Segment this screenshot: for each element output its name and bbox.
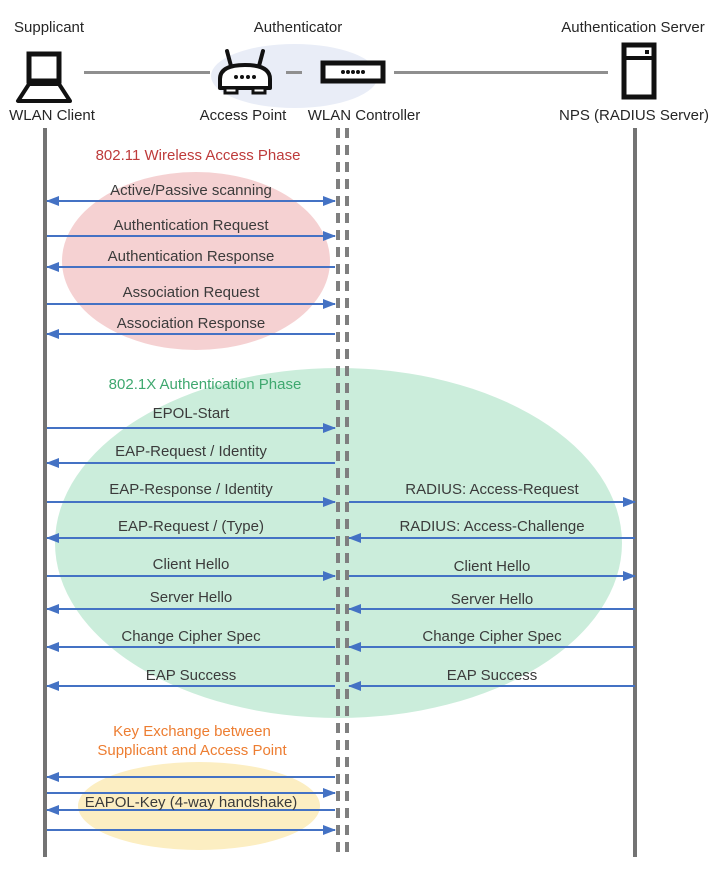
message-label: RADIUS: Access-Request <box>405 481 579 498</box>
message-arrow <box>47 427 335 429</box>
arrowhead-right-icon <box>623 571 636 581</box>
role-supplicant: Supplicant <box>14 19 85 36</box>
message-arrow <box>47 200 335 202</box>
message-label: Change Cipher Spec <box>422 628 562 645</box>
server-icon <box>621 42 657 100</box>
arrowhead-left-icon <box>46 533 59 543</box>
phase-title-line: Key Exchange between <box>113 723 271 740</box>
message-label: EAP Success <box>145 667 237 684</box>
arrowhead-left-icon <box>46 772 59 782</box>
arrowhead-right-icon <box>323 231 336 241</box>
message-label: EPOL-Start <box>152 405 230 422</box>
arrowhead-left-icon <box>46 642 59 652</box>
message-label: EAP-Request / Identity <box>115 443 267 460</box>
message-label: EAPOL-Key (4-way handshake) <box>84 794 298 811</box>
message-label: Change Cipher Spec <box>121 628 261 645</box>
role-authentication-server: Authentication Server <box>561 19 705 36</box>
arrowhead-right-icon <box>323 497 336 507</box>
arrowhead-right-icon <box>323 571 336 581</box>
message-label: Association Request <box>122 284 260 301</box>
message-arrow <box>47 685 335 687</box>
message-label: EAP-Response / Identity <box>109 481 273 498</box>
phase-title-dot1x-authentication <box>109 375 302 394</box>
arrowhead-left-icon <box>46 262 59 272</box>
message-arrow <box>47 303 335 305</box>
device-access-point: Access Point <box>199 107 287 124</box>
message-arrow <box>47 608 335 610</box>
message-label: Client Hello <box>152 556 230 573</box>
arrowhead-left-icon <box>348 533 361 543</box>
connector-client-ap <box>84 71 210 74</box>
arrowhead-right-icon <box>623 497 636 507</box>
message-label: Authentication Request <box>113 217 269 234</box>
message-arrow <box>47 501 335 503</box>
connector-controller-server <box>394 71 608 74</box>
phase-title-wireless-access <box>96 146 301 165</box>
arrowhead-left-icon <box>46 458 59 468</box>
arrowhead-left-icon <box>46 604 59 614</box>
server-lifeline <box>633 128 637 857</box>
arrowhead-left-icon <box>348 604 361 614</box>
message-arrow <box>47 829 335 831</box>
arrowhead-right-icon <box>323 196 336 206</box>
message-arrow <box>349 646 635 648</box>
message-arrow <box>47 462 335 464</box>
arrowhead-right-icon <box>323 825 336 835</box>
device-wlan-client: WLAN Client <box>9 107 95 124</box>
message-label: RADIUS: Access-Challenge <box>399 518 585 535</box>
message-arrow <box>349 501 635 503</box>
message-label: EAP Success <box>446 667 538 684</box>
device-wlan-controller: WLAN Controller <box>307 107 421 124</box>
supplicant-lifeline <box>43 128 47 857</box>
controller-lifeline-dashed-left <box>336 128 340 857</box>
phase-title-line: 802.1X Authentication Phase <box>108 376 302 393</box>
arrowhead-left-icon <box>46 196 59 206</box>
message-label: Server Hello <box>450 591 534 608</box>
phase-title-line: Supplicant and Access Point <box>97 742 287 759</box>
device-nps-radius-server: NPS (RADIUS Server) <box>558 107 710 124</box>
message-label: Server Hello <box>149 589 233 606</box>
message-arrow <box>349 575 635 577</box>
message-arrow <box>47 266 335 268</box>
message-arrow <box>47 235 335 237</box>
arrowhead-right-icon <box>323 788 336 798</box>
message-arrow <box>349 608 635 610</box>
message-arrow <box>349 537 635 539</box>
message-label: Client Hello <box>453 558 531 575</box>
connector-ap-controller <box>286 71 302 74</box>
arrowhead-left-icon <box>348 642 361 652</box>
role-authenticator: Authenticator <box>253 19 343 36</box>
arrowhead-right-icon <box>323 299 336 309</box>
wlan-controller-icon <box>320 60 386 84</box>
phase-title-line: 802.11 Wireless Access Phase <box>95 147 301 164</box>
message-arrow <box>47 575 335 577</box>
message-label: Authentication Response <box>107 248 275 265</box>
message-label: Association Response <box>116 315 266 332</box>
laptop-icon <box>12 50 76 106</box>
message-arrow <box>47 776 335 778</box>
message-arrow <box>47 333 335 335</box>
controller-lifeline-dashed-right <box>345 128 349 857</box>
message-arrow <box>47 646 335 648</box>
arrowhead-left-icon <box>46 805 59 815</box>
arrowhead-left-icon <box>348 681 361 691</box>
message-label: EAP-Request / (Type) <box>118 518 264 535</box>
arrowhead-right-icon <box>323 423 336 433</box>
arrowhead-left-icon <box>46 329 59 339</box>
arrowhead-left-icon <box>46 681 59 691</box>
access-point-icon <box>216 48 274 96</box>
message-arrow <box>47 537 335 539</box>
phase-title-key-exchange <box>97 722 286 760</box>
message-label: Active/Passive scanning <box>110 182 272 199</box>
message-arrow <box>349 685 635 687</box>
